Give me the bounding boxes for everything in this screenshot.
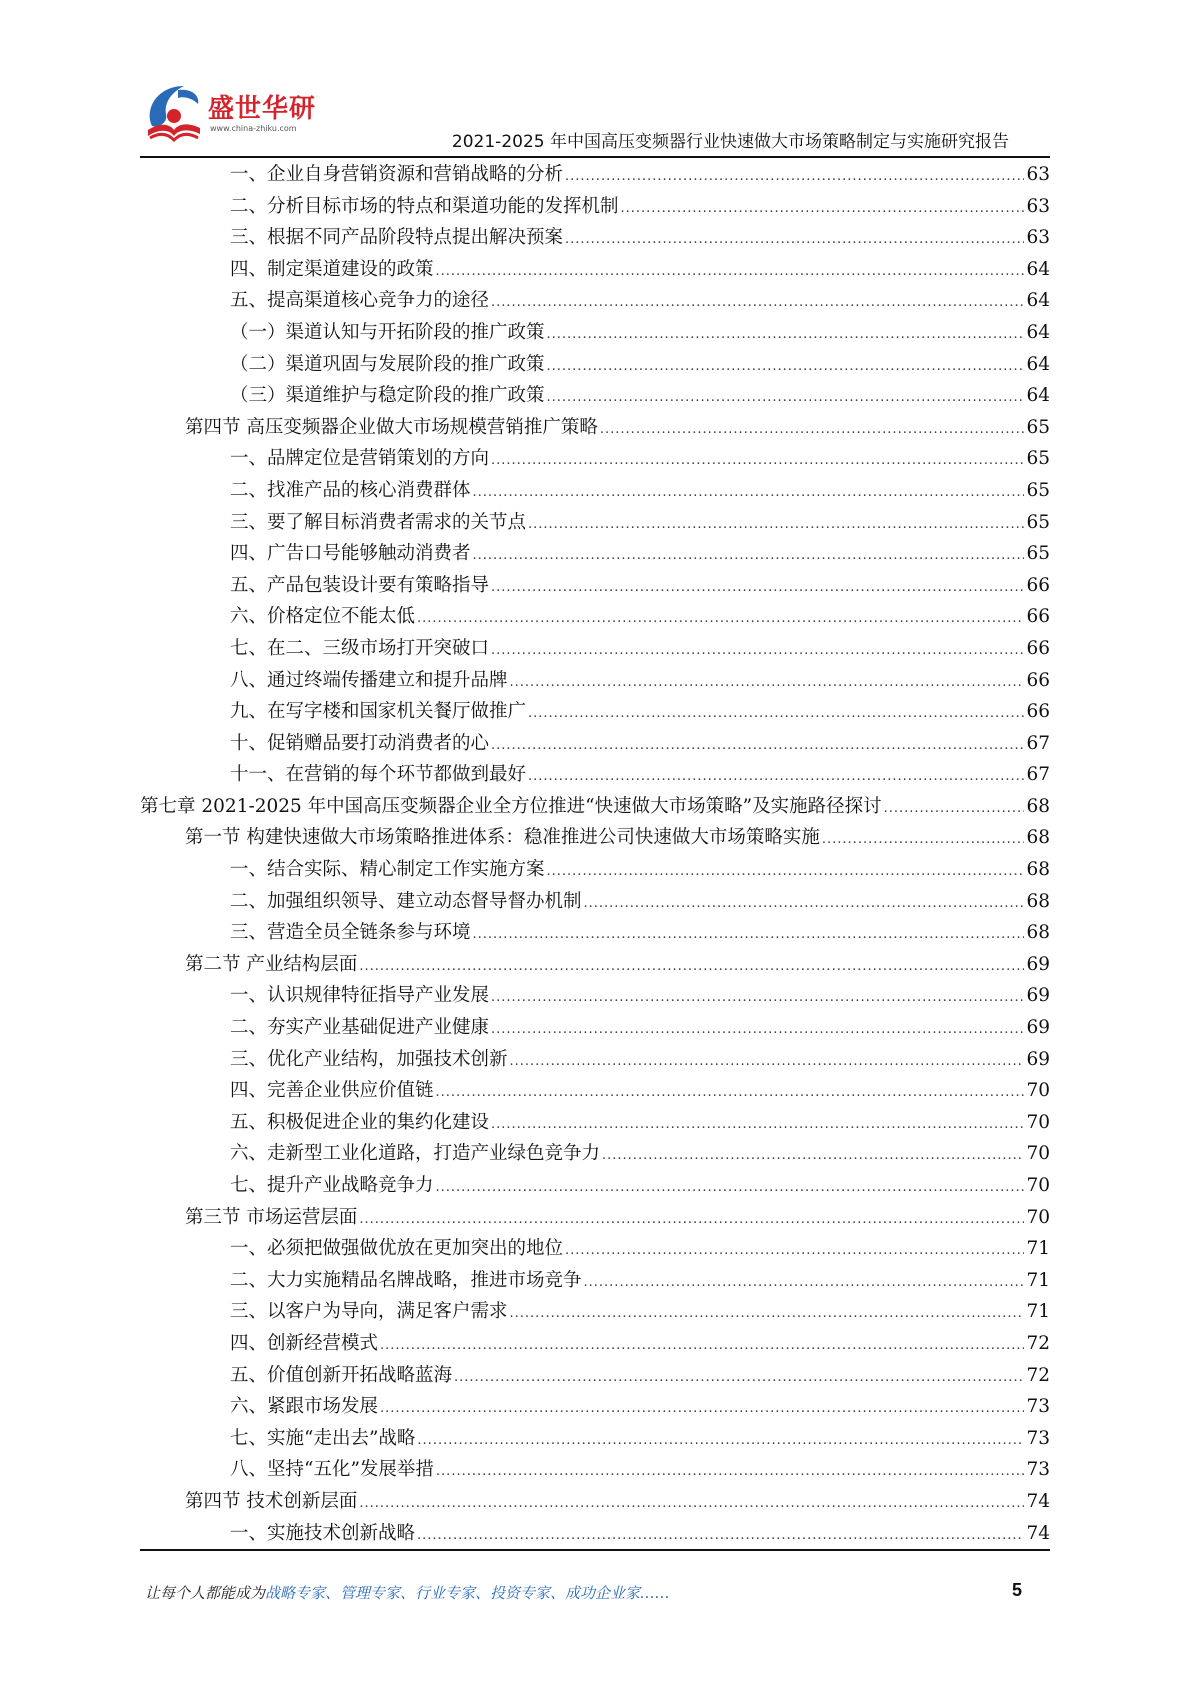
toc-entry[interactable] [140, 1202, 1050, 1234]
toc-entry[interactable] [140, 1233, 1050, 1265]
toc-leader-dots [491, 445, 1024, 477]
toc-entry-page: 65 [1026, 543, 1050, 565]
toc-entry[interactable] [140, 380, 1050, 412]
toc-leader-dots [528, 698, 1024, 730]
toc-entry[interactable] [140, 1518, 1050, 1550]
toc-leader-dots [884, 793, 1025, 825]
toc-entry-page: 72 [1026, 1332, 1050, 1354]
toc-entry-title: （一）渠道认知与开拓阶段的推广政策 [230, 321, 545, 343]
toc-leader-dots [565, 1235, 1024, 1267]
toc-leader-dots [473, 540, 1025, 572]
toc-entry[interactable] [140, 1423, 1050, 1455]
toc-entry-title: 第七章 2021-2025 年中国高压变频器企业全方位推进“快速做大市场策略”及实施路径探讨 [140, 795, 882, 817]
toc-entry-title: 二、分析目标市场的特点和渠道功能的发挥机制 [230, 195, 619, 217]
toc-entry-page: 66 [1026, 701, 1050, 723]
toc-entry[interactable] [140, 1265, 1050, 1297]
table-of-contents [140, 159, 1050, 1549]
toc-entry-page: 73 [1026, 1427, 1050, 1449]
toc-entry-title: 四、制定渠道建设的政策 [230, 258, 434, 280]
toc-entry-title: 第三节 市场运营层面 [185, 1206, 358, 1228]
toc-entry-page: 64 [1026, 321, 1050, 343]
toc-entry-title: 五、积极促进企业的集约化建设 [230, 1111, 490, 1133]
toc-entry-title: 七、在二、三级市场打开突破口 [230, 637, 490, 659]
toc-entry-page: 70 [1026, 1143, 1050, 1165]
toc-entry-page: 63 [1026, 164, 1050, 185]
toc-entry-title: 二、夯实产业基础促进产业健康 [230, 1017, 490, 1039]
toc-entry-title: 八、坚持“五化”发展举措 [230, 1459, 434, 1481]
toc-entry-title: 一、结合实际、精心制定工作实施方案 [230, 859, 545, 881]
toc-entry-page: 67 [1026, 764, 1050, 786]
toc-entry[interactable] [140, 475, 1050, 507]
toc-entry-title: 二、加强组织领导、建立动态督导督办机制 [230, 890, 582, 912]
report-title: 2021-2025 年中国高压变频器行业快速做大市场策略制定与实施研究报告 [451, 132, 1009, 152]
toc-leader-dots [436, 1172, 1025, 1204]
toc-entry-title: 十一、在营销的每个环节都做到最好 [230, 764, 527, 786]
toc-entry[interactable] [140, 1454, 1050, 1486]
toc-leader-dots [359, 1488, 1024, 1520]
toc-entry-page: 69 [1026, 1017, 1050, 1039]
toc-entry[interactable] [140, 285, 1050, 317]
toc-entry-page: 67 [1026, 732, 1050, 754]
toc-entry-title: 六、价格定位不能太低 [230, 606, 416, 628]
toc-entry-title: 五、提高渠道核心竞争力的途径 [230, 290, 490, 312]
toc-entry[interactable] [140, 1170, 1050, 1202]
toc-entry-title: 一、品牌定位是营销策划的方向 [230, 448, 490, 470]
toc-entry[interactable] [140, 538, 1050, 570]
toc-leader-dots [491, 1109, 1024, 1141]
toc-leader-dots [436, 1456, 1025, 1488]
toc-entry-page: 65 [1026, 416, 1050, 438]
toc-entry[interactable] [140, 665, 1050, 697]
toc-entry[interactable] [140, 949, 1050, 981]
toc-entry-title: 三、以客户为导向，满足客户需求 [230, 1301, 508, 1323]
toc-leader-dots [510, 667, 1025, 699]
toc-entry[interactable] [140, 507, 1050, 539]
toc-entry-page: 69 [1026, 1048, 1050, 1070]
toc-entry[interactable] [140, 570, 1050, 602]
toc-entry-title: 一、必须把做强做优放在更加突出的地位 [230, 1238, 564, 1260]
toc-entry-title: 六、走新型工业化道路，打造产业绿色竞争力 [230, 1143, 601, 1165]
toc-entry[interactable] [140, 1391, 1050, 1423]
toc-leader-dots [380, 1330, 1024, 1362]
toc-entry-page: 73 [1026, 1396, 1050, 1418]
footer-slogan-prefix: 让每个人都能成为 [145, 1584, 266, 1602]
toc-leader-dots [359, 1204, 1024, 1236]
logo-url-text: www.china-zhiku.com [210, 124, 297, 133]
toc-entry[interactable] [140, 349, 1050, 381]
toc-entry[interactable] [140, 191, 1050, 223]
toc-entry-page: 65 [1026, 448, 1050, 470]
toc-entry-title: 二、大力实施精品名牌战略，推进市场竞争 [230, 1269, 582, 1291]
company-logo [138, 78, 318, 148]
toc-entry[interactable] [140, 728, 1050, 760]
toc-entry-title: 四、广告口号能够触动消费者 [230, 543, 471, 565]
footer-slogan-highlight: 战略专家、管理专家、行业专家、投资专家、成功企业家…… [265, 1584, 671, 1602]
toc-entry-page: 66 [1026, 606, 1050, 628]
toc-leader-dots [454, 1362, 1024, 1394]
logo-book-icon [138, 78, 208, 148]
toc-leader-dots [528, 761, 1024, 793]
toc-entry[interactable] [140, 1075, 1050, 1107]
toc-entry-title: 第四节 技术创新层面 [185, 1490, 358, 1512]
footer-slogan [145, 1582, 670, 1603]
toc-leader-dots [602, 1140, 1024, 1172]
toc-entry-page: 64 [1026, 290, 1050, 312]
toc-entry-title: 三、营造全员全链条参与环境 [230, 922, 471, 944]
toc-entry-page: 74 [1026, 1522, 1050, 1544]
toc-entry[interactable] [140, 1296, 1050, 1328]
toc-entry-title: 一、认识规律特征指导产业发展 [230, 985, 490, 1007]
toc-entry-page: 70 [1026, 1080, 1050, 1102]
toc-leader-dots [584, 888, 1025, 920]
toc-entry-page: 69 [1026, 953, 1050, 975]
toc-leader-dots [565, 224, 1024, 256]
toc-entry-page: 68 [1026, 827, 1050, 849]
toc-entry-page: 66 [1026, 669, 1050, 691]
toc-entry-title: 四、创新经营模式 [230, 1332, 379, 1354]
toc-entry-title: 七、提升产业战略竞争力 [230, 1175, 434, 1196]
toc-leader-dots [491, 287, 1024, 319]
toc-entry[interactable] [140, 601, 1050, 633]
toc-entry-title: （二）渠道巩固与发展阶段的推广政策 [230, 353, 545, 375]
toc-entry-page: 64 [1026, 353, 1050, 375]
toc-entry-title: 五、产品包装设计要有策略指导 [230, 574, 490, 596]
toc-entry[interactable] [140, 980, 1050, 1012]
toc-entry-page: 68 [1026, 859, 1050, 881]
toc-entry-page: 70 [1026, 1175, 1050, 1196]
toc-entry-title: 一、企业自身营销资源和营销战略的分析 [230, 164, 564, 185]
toc-entry[interactable] [140, 886, 1050, 918]
toc-leader-dots [417, 1425, 1024, 1457]
toc-entry[interactable] [140, 1328, 1050, 1360]
toc-leader-dots [547, 382, 1025, 414]
toc-leader-dots [473, 477, 1025, 509]
toc-leader-dots [491, 730, 1024, 762]
toc-entry[interactable] [140, 1107, 1050, 1139]
toc-entry-page: 69 [1026, 985, 1050, 1007]
header-divider [140, 156, 1050, 158]
toc-entry[interactable] [140, 633, 1050, 665]
toc-entry-page: 63 [1026, 227, 1050, 249]
toc-entry-page: 71 [1026, 1269, 1050, 1291]
toc-leader-dots [491, 635, 1024, 667]
toc-entry-page: 65 [1026, 511, 1050, 533]
toc-leader-dots [491, 982, 1024, 1014]
toc-entry-page: 74 [1026, 1490, 1050, 1512]
toc-entry-page: 63 [1026, 195, 1050, 217]
toc-leader-dots [565, 161, 1024, 193]
toc-entry-title: 五、价值创新开拓战略蓝海 [230, 1364, 453, 1386]
toc-leader-dots [822, 824, 1025, 856]
toc-entry-page: 68 [1026, 890, 1050, 912]
toc-entry-title: 四、完善企业供应价值链 [230, 1080, 434, 1102]
toc-leader-dots [528, 509, 1024, 541]
toc-entry-page: 71 [1026, 1238, 1050, 1260]
page-number: 5 [1012, 1580, 1023, 1600]
toc-leader-dots [621, 193, 1025, 225]
toc-entry[interactable] [140, 159, 1050, 191]
toc-leader-dots [584, 1267, 1025, 1299]
toc-entry[interactable] [140, 917, 1050, 949]
toc-entry-title: 八、通过终端传播建立和提升品牌 [230, 669, 508, 691]
toc-leader-dots [436, 256, 1025, 288]
toc-entry[interactable] [140, 1012, 1050, 1044]
toc-entry[interactable] [140, 854, 1050, 886]
toc-leader-dots [600, 414, 1025, 446]
toc-entry-title: 一、实施技术创新战略 [230, 1522, 416, 1544]
toc-leader-dots [510, 1298, 1025, 1330]
toc-entry-page: 70 [1026, 1111, 1050, 1133]
toc-entry[interactable] [140, 317, 1050, 349]
toc-entry[interactable] [140, 1360, 1050, 1392]
toc-leader-dots [359, 951, 1024, 983]
toc-entry-page: 68 [1026, 795, 1050, 817]
toc-entry-page: 64 [1026, 258, 1050, 280]
toc-entry-page: 66 [1026, 574, 1050, 596]
toc-entry[interactable] [140, 1044, 1050, 1076]
toc-entry[interactable] [140, 791, 1050, 823]
toc-entry-page: 73 [1026, 1459, 1050, 1481]
toc-entry-title: 七、实施“走出去”战略 [230, 1427, 416, 1449]
toc-entry-title: 第一节 构建快速做大市场策略推进体系：稳准推进公司快速做大市场策略实施 [185, 827, 820, 849]
toc-leader-dots [380, 1393, 1024, 1425]
toc-leader-dots [547, 319, 1025, 351]
toc-entry-title: 三、根据不同产品阶段特点提出解决预案 [230, 227, 564, 249]
logo-brand-text: 盛世华研 [208, 94, 317, 124]
toc-entry-page: 70 [1026, 1206, 1050, 1228]
toc-entry[interactable] [140, 1486, 1050, 1518]
toc-entry-page: 72 [1026, 1364, 1050, 1386]
toc-entry[interactable] [140, 696, 1050, 728]
toc-leader-dots [547, 351, 1025, 383]
toc-entry-title: 十、促销赠品要打动消费者的心 [230, 732, 490, 754]
toc-entry-page: 65 [1026, 479, 1050, 501]
toc-entry-title: 三、要了解目标消费者需求的关节点 [230, 511, 527, 533]
toc-entry[interactable] [140, 822, 1050, 854]
toc-entry[interactable] [140, 222, 1050, 254]
toc-entry[interactable] [140, 759, 1050, 791]
toc-leader-dots [510, 1046, 1025, 1078]
toc-entry[interactable] [140, 254, 1050, 286]
toc-leader-dots [417, 1520, 1024, 1552]
toc-leader-dots [547, 856, 1025, 888]
toc-entry-page: 64 [1026, 385, 1050, 407]
toc-entry-title: 三、优化产业结构，加强技术创新 [230, 1048, 508, 1070]
toc-entry[interactable] [140, 1138, 1050, 1170]
toc-leader-dots [417, 603, 1024, 635]
toc-leader-dots [436, 1077, 1025, 1109]
toc-entry-page: 68 [1026, 922, 1050, 944]
toc-entry[interactable] [140, 412, 1050, 444]
toc-entry-title: 第四节 高压变频器企业做大市场规模营销推广策略 [185, 416, 598, 438]
toc-entry-title: 二、找准产品的核心消费群体 [230, 479, 471, 501]
toc-leader-dots [491, 1014, 1024, 1046]
toc-leader-dots [473, 919, 1025, 951]
footer-divider [140, 1549, 1050, 1551]
toc-entry-title: 九、在写字楼和国家机关餐厅做推广 [230, 701, 527, 723]
toc-entry[interactable] [140, 443, 1050, 475]
toc-entry-page: 66 [1026, 637, 1050, 659]
toc-entry-title: （三）渠道维护与稳定阶段的推广政策 [230, 385, 545, 407]
toc-entry-title: 第二节 产业结构层面 [185, 953, 358, 975]
toc-leader-dots [491, 572, 1024, 604]
toc-entry-page: 71 [1026, 1301, 1050, 1323]
page-header [0, 0, 1191, 160]
toc-entry-title: 六、紧跟市场发展 [230, 1396, 379, 1418]
